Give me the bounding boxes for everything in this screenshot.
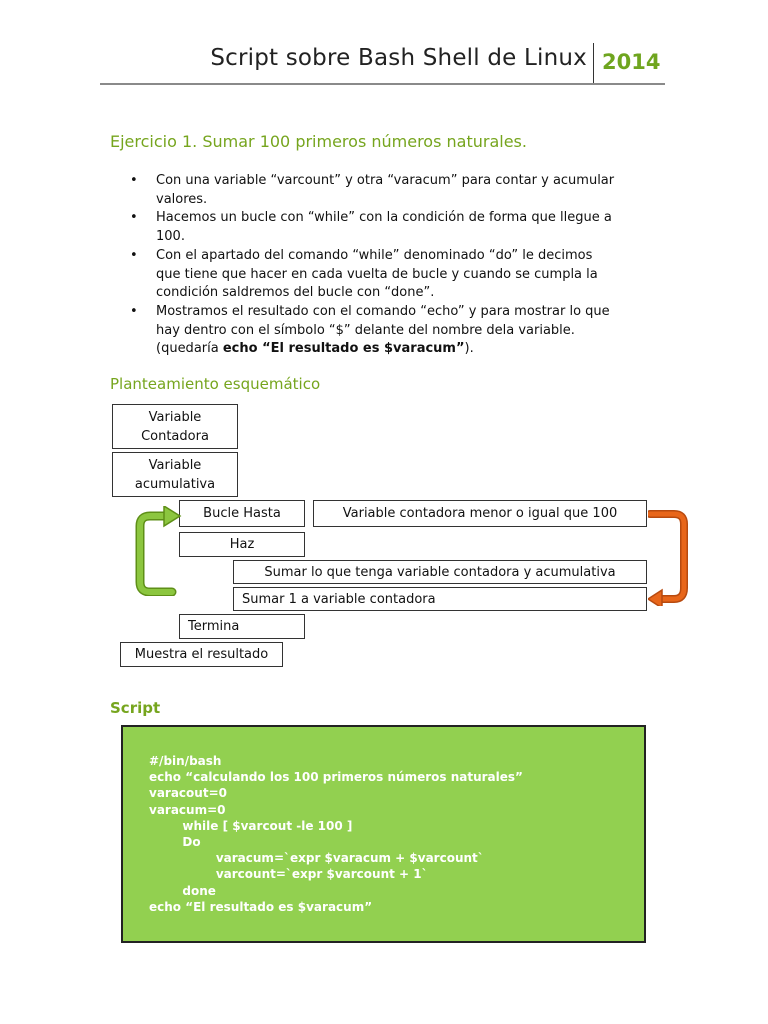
box-label: Variable [148, 409, 202, 425]
box-haz: Haz [179, 532, 305, 557]
box-label: Contadora [141, 428, 209, 444]
bullet-item [130, 209, 655, 246]
bullet-bold-text: echo “El resultado es $varacum” [222, 341, 465, 357]
bullet-line [156, 340, 655, 359]
code-line: #/bin/bash [149, 754, 222, 768]
code-line: while [ $varcout -le 100 ] [149, 818, 353, 833]
box-muestra-resultado: Muestra el resultado [120, 642, 283, 667]
return-arrow-icon [648, 506, 698, 606]
document-title: Script sobre Bash Shell de Linux [210, 45, 587, 71]
exercise-heading: Ejercicio 1. Sumar 100 primeros números naturales. [110, 132, 527, 151]
code-line: varacout=0 [149, 786, 227, 801]
document-year: 2014 [602, 50, 661, 74]
box-label: Variable [148, 457, 202, 473]
bullet-icon: • [130, 303, 138, 319]
loop-arrow-icon [128, 506, 188, 596]
box-variable-acumulativa [112, 452, 238, 497]
bullet-item [130, 247, 655, 303]
bullet-line: Con una variable “varcount” y otra “varacum” para contar y acumular [156, 173, 615, 188]
code-line: done [149, 883, 216, 898]
script-heading: Script [110, 699, 161, 717]
box-termina: Termina [179, 614, 305, 639]
bullet-line: Mostramos el resultado con el comando “echo” y para mostrar lo que [156, 303, 610, 319]
code-line: varacum=0 [149, 802, 226, 817]
header-rule [100, 83, 665, 85]
bullet-icon: • [130, 210, 138, 226]
code-line: varacum=`expr $varacum + $varcount` [149, 851, 484, 866]
bullet-item [130, 172, 655, 209]
bullet-line: valores. [156, 191, 208, 207]
bullet-line: hay dentro con el símbolo “$” delante del nombre dela variable. [156, 322, 575, 338]
code-line: echo “calculando los 100 primeros números naturales” [149, 770, 523, 785]
box-label: acumulativa [134, 476, 216, 492]
bullet-text: ). [464, 341, 474, 357]
diagram-heading: Planteamiento esquemático [110, 375, 321, 393]
bullet-list [130, 172, 655, 359]
code-line: Do [149, 835, 201, 850]
bullet-line: Con el apartado del comando “while” denominado “do” le decimos [156, 247, 593, 263]
bullet-line: Hacemos un bucle con “while” con la condición de forma que llegue a [156, 210, 612, 226]
box-condicion: Variable contadora menor o igual que 100 [313, 500, 647, 527]
box-bucle-hasta: Bucle Hasta [179, 500, 305, 527]
bullet-icon: • [130, 247, 138, 263]
box-variable-contadora [112, 404, 238, 449]
bullet-line: condición saldremos del bucle con “done”. [156, 285, 435, 301]
bullet-line: 100. [156, 229, 185, 245]
bullet-icon: • [130, 173, 138, 188]
script-code [149, 753, 523, 915]
bullet-line: que tiene que hacer en cada vuelta de bucle y cuando se cumpla la [156, 266, 598, 282]
code-line: varcount=`expr $varcount + 1` [149, 867, 428, 882]
header-separator [593, 43, 594, 83]
box-sumar-uno: Sumar 1 a variable contadora [233, 587, 647, 611]
bullet-item [130, 303, 655, 359]
code-line: echo “El resultado es $varacum” [149, 899, 373, 914]
box-sumar-variables: Sumar lo que tenga variable contadora y acumulativa [233, 560, 647, 584]
bullet-text: (quedaría [156, 341, 223, 357]
